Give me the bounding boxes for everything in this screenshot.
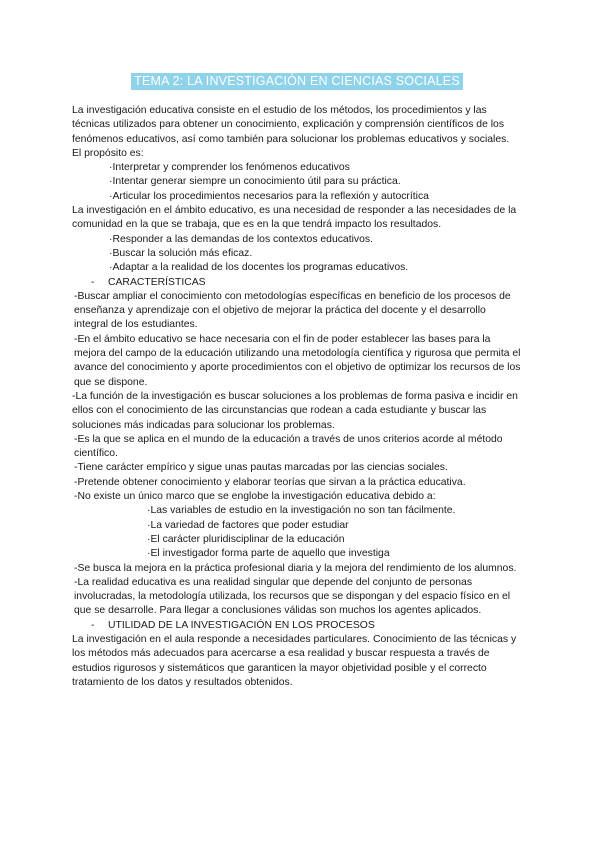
purpose-item: ·Intentar generar siempre un conocimiento útil para su práctica. xyxy=(109,176,401,188)
characteristic-item: -La realidad educativa es una realidad singular que depende del conjunto de personas involucradas, la metodología utilizada, los recursos que se dispongan y del espacio físico en el que se desarrolle. Para llegar a conclusiones válidas son muchos los agentes aplicados. xyxy=(74,576,511,617)
section-heading-utility xyxy=(72,619,522,633)
characteristic-item: -En el ámbito educativo se hace necesaria con el fin de poder establecer las bases para la mejora del campo de la educación utilizando una metodología científica y rigurosa que permita el avance del conocimiento y aporte procedimientos con el objetivo de optimizar los recursos de los que se dispone. xyxy=(74,333,521,388)
purpose-label: El propósito es: xyxy=(72,147,144,159)
characteristic-item: -Buscar ampliar el conocimiento con metodologías específicas en beneficio de los procesos de enseñanza y aprendizaje con el objetivo de mejorar la práctica del docente y el desarrollo integral de los estudiantes. xyxy=(74,290,511,331)
characteristic-item: -Pretende obtener conocimiento y elaborar teorías que sirvan a la práctica educativa. xyxy=(74,476,466,488)
section-dash: - xyxy=(91,619,95,631)
characteristic-item: -La función de la investigación es buscar soluciones a los problemas de forma pasiva e incidir en ellos con el conocimiento de las circunstancias que rodean a cada estudiante y buscar las soluciones más indicadas para solucionar los problemas. xyxy=(72,390,518,431)
utility-paragraph: La investigación en el aula responde a necesidades particulares. Conocimiento de las técnicas y los métodos más adecuados para acercarse a esa realidad y buscar respuesta a través de estudios rigurosos y sistemáticos que garanticen la mayor objetividad posible y el correcto tratamiento de los datos y resultados obtenidos. xyxy=(72,633,517,688)
title-wrapper xyxy=(72,72,522,90)
page-title: TEMA 2: LA INVESTIGACIÓN EN CIENCIAS SOCIALES xyxy=(131,73,463,90)
section-dash: - xyxy=(91,276,95,288)
reason-item: ·El carácter pluridisciplinar de la educación xyxy=(147,533,345,545)
section-label: UTILIDAD DE LA INVESTIGACIÓN EN LOS PROCESOS xyxy=(108,619,375,631)
intro-paragraph: La investigación educativa consiste en el estudio de los métodos, los procedimientos y las técnicas utilizados para obtener un conocimiento, explicación y comprensión científicos de los fenómenos educativos, así como también para solucionar los problemas educativos y sociales. xyxy=(72,105,510,145)
purpose-item: ·Articular los procedimientos necesarios para la reflexión y autocrítica xyxy=(109,190,429,202)
need-item: ·Adaptar a la realidad de los docentes los programas educativos. xyxy=(109,262,409,274)
section-heading-characteristics xyxy=(72,276,522,290)
characteristic-item: -Tiene carácter empírico y sigue unas pautas marcadas por las ciencias sociales. xyxy=(74,462,448,474)
need-item: ·Buscar la solución más eficaz. xyxy=(109,247,253,259)
section-label: CARACTERÍSTICAS xyxy=(108,276,206,288)
reason-item: ·La variedad de factores que poder estudiar xyxy=(147,519,349,531)
characteristic-item: -No existe un único marco que se englobe la investigación educativa debido a: xyxy=(74,491,436,503)
purpose-item: ·Interpretar y comprender los fenómenos educativos xyxy=(109,162,350,174)
reason-item: ·Las variables de estudio en la investigación no son tan fácilmente. xyxy=(147,505,456,517)
need-item: ·Responder a las demandas de los contextos educativos. xyxy=(109,233,373,245)
characteristic-item: -Se busca la mejora en la práctica profesional diaria y la mejora del rendimiento de los alumnos. xyxy=(74,562,517,574)
characteristic-item: -Es la que se aplica en el mundo de la educación a través de unos criterios acorde al método científico. xyxy=(74,433,503,460)
need-paragraph: La investigación en el ámbito educativo, es una necesidad de responder a las necesidades de la comunidad en la que se trabaja, que es en la que tendrá impacto los resultados. xyxy=(72,205,517,231)
reason-item: ·El investigador forma parte de aquello que investiga xyxy=(147,548,390,560)
